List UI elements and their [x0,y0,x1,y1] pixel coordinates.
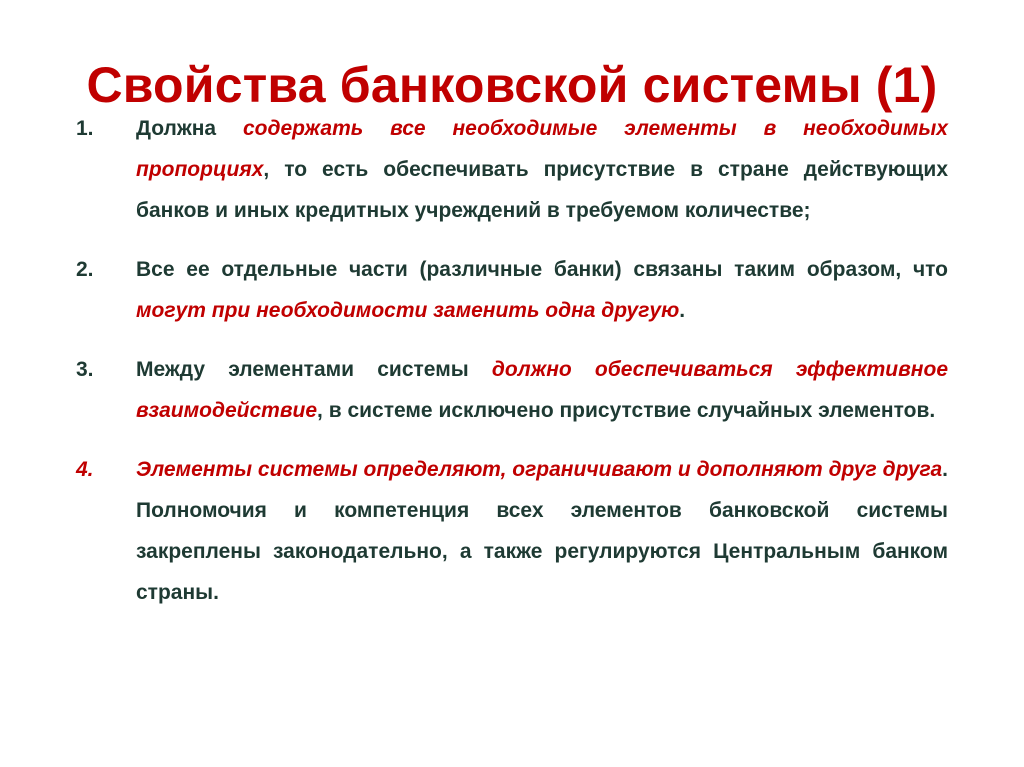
item-text: . Полномочия и компетенция всех элементов банковской системы закреплены законодательно, а также регулируются Центральным банком страны. [136,458,948,604]
item-text: , то есть обеспечивать присутствие в стране действующих банков и иных кредитных учреждений в требуемом количестве; [136,158,948,222]
item-text: . [679,299,686,322]
list-item-4 [76,449,948,613]
item-number: 2. [76,258,94,281]
slide-title: Свойства банковской системы (1) [86,56,938,113]
item-text: Между элементами системы [136,358,492,381]
item-text: Все ее отдельные части (различные банки) связаны таким образом, что [136,258,948,281]
item-number: 1. [76,117,94,140]
list-item-1 [76,108,948,231]
item-highlight: Элементы системы определяют, ограничивают и дополняют друг друга [136,458,943,481]
item-number: 4. [76,458,94,481]
item-text: Должна [136,117,243,140]
item-highlight: должно обеспечиваться эффективное взаимодействие [136,358,948,422]
properties-list [76,108,948,631]
list-item-2 [76,249,948,331]
item-text: , в системе исключено присутствие случайных элементов. [317,399,936,422]
item-highlight: могут при необходимости заменить одна другую [136,299,680,322]
item-highlight: содержать все необходимые элементы в необходимых пропорциях [136,117,948,181]
list-item-3 [76,349,948,431]
item-number: 3. [76,358,94,381]
